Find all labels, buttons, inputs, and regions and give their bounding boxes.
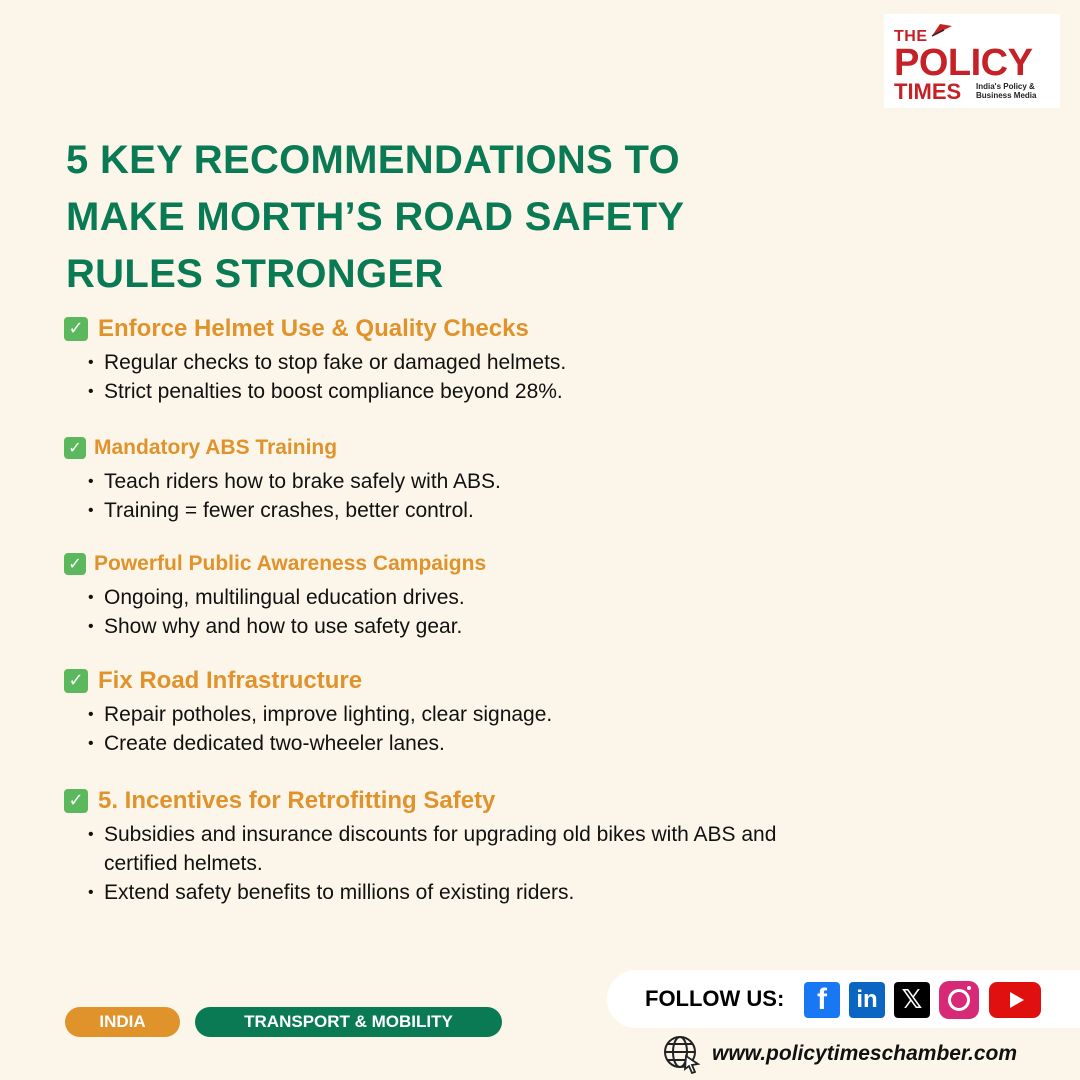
x-icon[interactable]: 𝕏 xyxy=(894,982,930,1018)
recommendation-2 xyxy=(64,433,804,525)
heading-text: Enforce Helmet Use & Quality Checks xyxy=(98,315,529,342)
recommendation-3 xyxy=(64,549,804,641)
list-item: • Create dedicated two-wheeler lanes. xyxy=(104,729,804,758)
list-item: • Repair potholes, improve lighting, clear signage. xyxy=(104,700,804,729)
follow-bar xyxy=(607,970,1080,1028)
recommendation-5 xyxy=(64,786,804,907)
bullet-list xyxy=(64,348,804,406)
list-item: • Regular checks to stop fake or damaged helmets. xyxy=(104,348,804,377)
instagram-icon[interactable] xyxy=(939,981,979,1019)
list-item: • Ongoing, multilingual education drives. xyxy=(104,583,804,612)
section-heading xyxy=(64,666,804,696)
logo-the: THE xyxy=(894,28,928,45)
follow-label: FOLLOW US: xyxy=(645,986,785,1011)
heading-text: Powerful Public Awareness Campaigns xyxy=(94,552,487,575)
logo-times: TIMES xyxy=(894,79,962,104)
section-heading xyxy=(64,786,804,816)
list-item: • Strict penalties to boost compliance beyond 28%. xyxy=(104,377,804,406)
recommendation-4 xyxy=(64,666,804,758)
heading-text: Fix Road Infrastructure xyxy=(98,667,363,694)
page-title: 5 KEY RECOMMENDATIONS TO MAKE MORTH’S ROAD SAFETY RULES STRONGER xyxy=(66,138,684,296)
bullet-list xyxy=(64,467,804,525)
list-item: • Subsidies and insurance discounts for upgrading old bikes with ABS and certified helmets. xyxy=(104,820,804,878)
website-link[interactable] xyxy=(662,1034,1017,1074)
tag-transport: TRANSPORT & MOBILITY xyxy=(195,1007,502,1037)
logo-policy: POLICY xyxy=(894,42,1033,84)
check-icon: ✓ xyxy=(64,669,88,693)
tag-india: INDIA xyxy=(65,1007,180,1037)
youtube-icon[interactable] xyxy=(989,982,1041,1018)
list-item: • Teach riders how to brake safely with ABS. xyxy=(104,467,804,496)
linkedin-icon[interactable]: in xyxy=(849,982,885,1018)
bullet-list xyxy=(64,700,804,758)
check-icon: ✓ xyxy=(64,437,86,459)
flag-icon xyxy=(930,22,954,38)
policy-times-logo xyxy=(884,14,1060,108)
section-heading xyxy=(64,549,804,579)
globe-cursor-icon xyxy=(662,1034,702,1074)
recommendation-1 xyxy=(64,314,804,406)
section-heading xyxy=(64,433,804,463)
check-icon: ✓ xyxy=(64,317,88,341)
list-item: • Training = fewer crashes, better control. xyxy=(104,496,804,525)
bullet-list xyxy=(64,820,804,907)
website-url[interactable]: www.policytimeschamber.com xyxy=(712,1042,1017,1065)
bullet-list xyxy=(64,583,804,641)
heading-text: 5. Incentives for Retrofitting Safety xyxy=(98,787,496,814)
facebook-icon[interactable]: f xyxy=(804,982,840,1018)
logo-tagline: India's Policy & Business Media xyxy=(976,82,1037,100)
list-item: • Extend safety benefits to millions of existing riders. xyxy=(104,878,804,907)
check-icon: ✓ xyxy=(64,553,86,575)
section-heading xyxy=(64,314,804,344)
list-item: • Show why and how to use safety gear. xyxy=(104,612,804,641)
check-icon: ✓ xyxy=(64,789,88,813)
heading-text: Mandatory ABS Training xyxy=(94,436,338,459)
